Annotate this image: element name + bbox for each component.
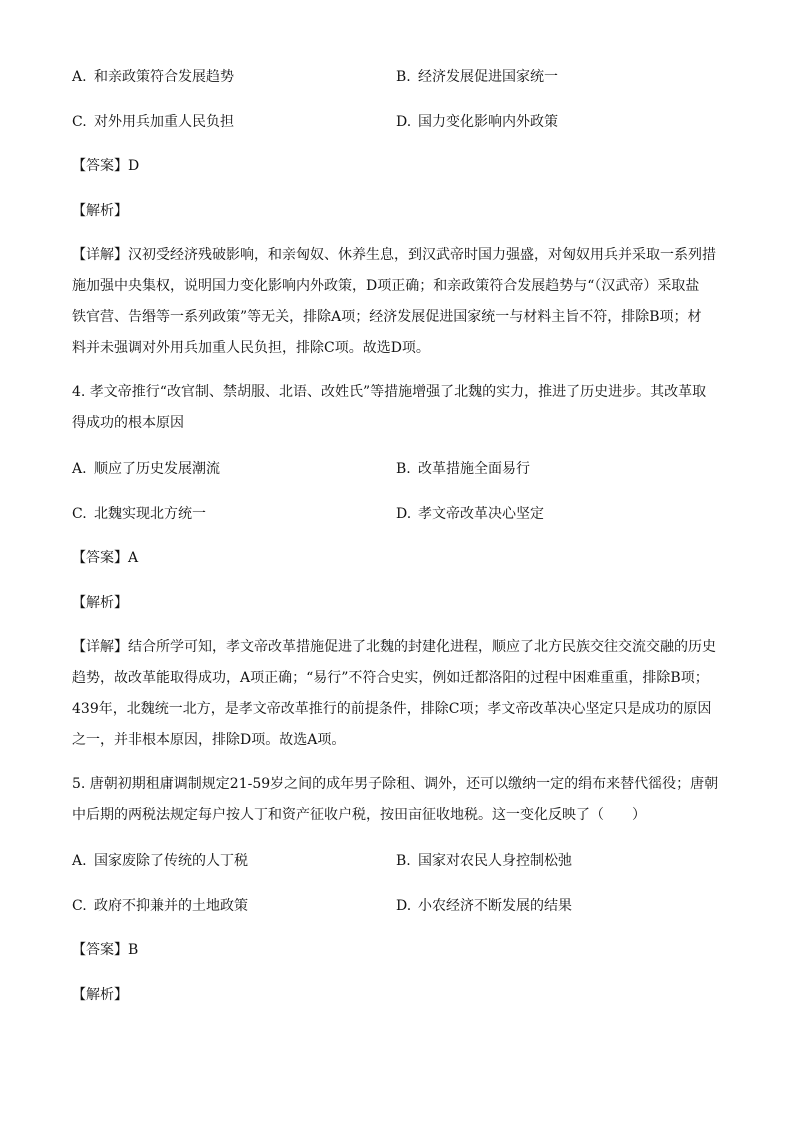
- option-key: D.: [396, 898, 412, 914]
- q4-answer: [72, 548, 138, 568]
- option-text: 北魏实现北方统一: [94, 506, 206, 522]
- q4-detail: [72, 632, 724, 756]
- option-text: 经济发展促进国家统一: [418, 69, 558, 85]
- option-key: C.: [72, 114, 87, 130]
- stem-line: 4. 孝文帝推行“改官制、禁胡服、北语、改姓氏”等措施增强了北魏的实力，推进了历史进步。其改革取: [72, 384, 707, 400]
- detail-line: 之一，并非根本原因，排除D项。故选A项。: [72, 732, 346, 748]
- option-text: 改革措施全面易行: [418, 461, 530, 477]
- q4-stem: [72, 377, 724, 439]
- answer-value: A: [128, 550, 139, 566]
- q3-option-d: [396, 112, 558, 132]
- q4-option-c: [72, 504, 206, 524]
- q3-analysis-label: 【解析】: [72, 203, 128, 219]
- q5-answer: [72, 940, 138, 960]
- detail-line: 439年，北魏统一北方，是孝文帝改革推行的前提条件，排除C项；孝文帝改革决心坚定只是成功的原因: [72, 701, 712, 717]
- option-key: A.: [72, 69, 87, 85]
- q4-option-d: [396, 504, 544, 524]
- stem-line: 中后期的两税法规定每户按人丁和资产征收户税，按田亩征收地税。这一变化反映了（ ）: [72, 807, 646, 823]
- detail-line: 料并未强调对外用兵加重人民负担，排除C项。故选D项。: [72, 340, 430, 356]
- q5-option-a: [72, 851, 248, 871]
- option-key: C.: [72, 506, 87, 522]
- option-text: 孝文帝改革决心坚定: [418, 506, 544, 522]
- option-key: D.: [396, 506, 412, 522]
- answer-label: 【答案】: [72, 158, 128, 174]
- detail-line: 施加强中央集权，说明国力变化影响内外政策，D项正确；和亲政策符合发展趋势与“（汉武帝）采取盐: [72, 278, 700, 294]
- q4-option-b: [396, 459, 530, 479]
- option-text: 和亲政策符合发展趋势: [94, 69, 234, 85]
- answer-label: 【答案】: [72, 550, 128, 566]
- detail-label: 【详解】: [72, 247, 128, 263]
- q5-option-b: [396, 851, 572, 871]
- option-key: A.: [72, 853, 87, 869]
- option-text: 国力变化影响内外政策: [418, 114, 558, 130]
- q4-analysis-label: 【解析】: [72, 595, 128, 611]
- answer-label: 【答案】: [72, 942, 128, 958]
- q5-analysis-label: 【解析】: [72, 987, 128, 1003]
- q5-option-d: [396, 896, 572, 916]
- detail-line: 铁官营、告缗等一系列政策”等无关，排除A项；经济发展促进国家统一与材料主旨不符，排除B项；材: [72, 309, 702, 325]
- q3-answer: [72, 156, 139, 176]
- option-key: B.: [396, 461, 411, 477]
- option-key: A.: [72, 461, 87, 477]
- stem-line: 5. 唐朝初期租庸调制规定21-59岁之间的成年男子除租、调外，还可以缴纳一定的绢布来替代徭役；唐朝: [72, 776, 719, 792]
- q3-option-b: [396, 67, 558, 87]
- option-key: C.: [72, 898, 87, 914]
- option-key: B.: [396, 69, 411, 85]
- option-text: 顺应了历史发展潮流: [94, 461, 220, 477]
- answer-value: D: [128, 158, 140, 174]
- detail-line: 【详解】结合所学可知，孝文帝改革措施促进了北魏的封建化进程，顺应了北方民族交往交流交融的历史: [72, 639, 716, 655]
- stem-line: 得成功的根本原因: [72, 415, 184, 431]
- option-text: 国家废除了传统的人丁税: [94, 853, 248, 869]
- detail-line: 趋势，故改革能取得成功，A项正确；“易行”不符合史实，例如迁都洛阳的过程中困难重重，排除B项；: [72, 670, 709, 686]
- option-key: B.: [396, 853, 411, 869]
- q5-stem: [72, 769, 724, 831]
- option-text: 对外用兵加重人民负担: [94, 114, 234, 130]
- q4-option-a: [72, 459, 220, 479]
- answer-value: B: [128, 942, 139, 958]
- option-text: 国家对农民人身控制松弛: [418, 853, 572, 869]
- option-text: 小农经济不断发展的结果: [418, 898, 572, 914]
- q3-option-c: [72, 112, 234, 132]
- q3-option-a: [72, 67, 234, 87]
- detail-line: 【详解】汉初受经济残破影响，和亲匈奴、休养生息，到汉武帝时国力强盛，对匈奴用兵并采取一系列措: [72, 247, 716, 263]
- detail-label: 【详解】: [72, 639, 128, 655]
- option-text: 政府不抑兼并的土地政策: [94, 898, 248, 914]
- q5-option-c: [72, 896, 248, 916]
- q3-detail: [72, 240, 724, 364]
- option-key: D.: [396, 114, 412, 130]
